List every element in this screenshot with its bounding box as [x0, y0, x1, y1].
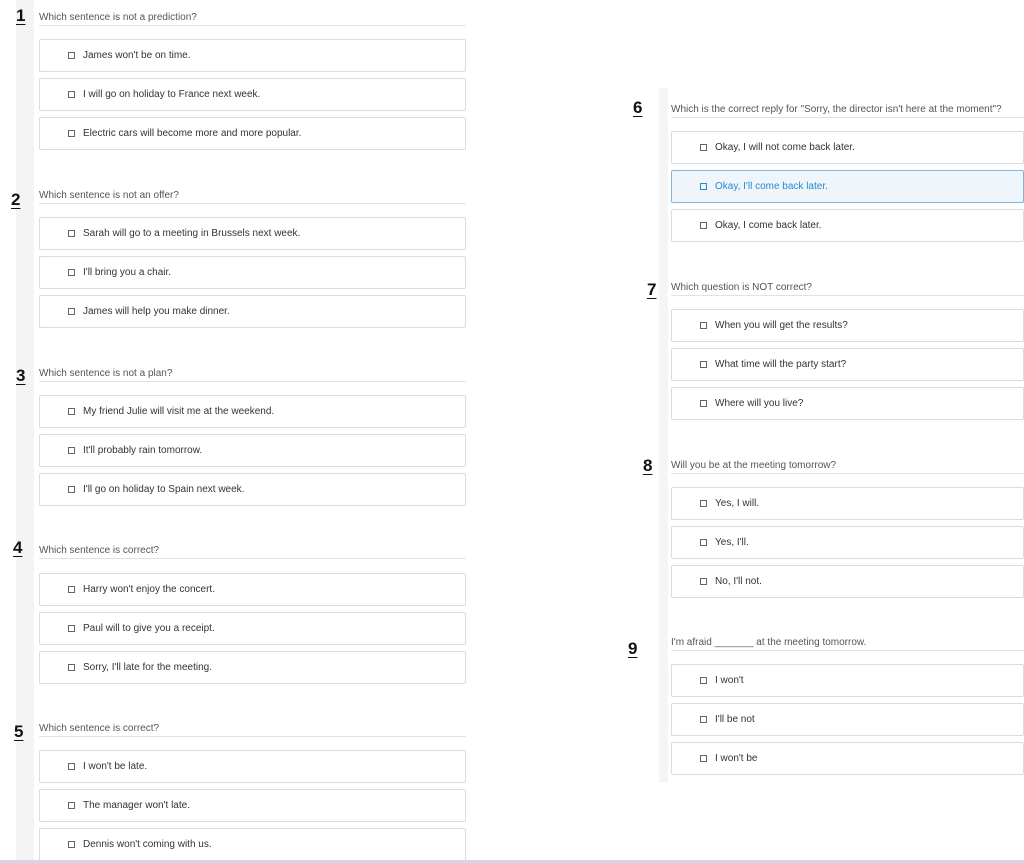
checkbox-icon[interactable]: [68, 763, 75, 770]
option-label: It'll probably rain tomorrow.: [83, 445, 203, 456]
answer-option[interactable]: [39, 78, 466, 111]
checkbox-icon[interactable]: [68, 447, 75, 454]
option-label: Yes, I'll.: [715, 537, 749, 548]
divider: [39, 558, 466, 559]
checkbox-icon[interactable]: [68, 308, 75, 315]
option-label: Paul will to give you a receipt.: [83, 623, 215, 634]
option-label: I'll be not: [715, 714, 755, 725]
checkbox-icon[interactable]: [68, 130, 75, 137]
checkbox-icon[interactable]: [68, 664, 75, 671]
answer-option[interactable]: [39, 256, 466, 289]
checkbox-icon[interactable]: [700, 183, 707, 190]
option-label: Where will you live?: [715, 398, 804, 409]
checkbox-icon[interactable]: [700, 578, 707, 585]
question-number: 4: [13, 538, 23, 557]
answer-option[interactable]: [39, 789, 466, 822]
answer-option[interactable]: [39, 117, 466, 150]
checkbox-icon[interactable]: [700, 400, 707, 407]
checkbox-icon[interactable]: [68, 230, 75, 237]
option-label: Okay, I will not come back later.: [715, 142, 855, 153]
answer-option[interactable]: [671, 348, 1024, 381]
option-label: My friend Julie will visit me at the weekend.: [83, 406, 275, 417]
question-text: Which sentence is not a plan?: [39, 368, 173, 379]
answer-option-selected[interactable]: [671, 170, 1024, 203]
option-label: Okay, I come back later.: [715, 220, 822, 231]
divider: [671, 650, 1024, 651]
divider: [39, 203, 466, 204]
answer-option[interactable]: [39, 39, 466, 72]
question-number: 3: [16, 366, 26, 385]
answer-option[interactable]: [39, 750, 466, 783]
option-label: Sorry, I'll late for the meeting.: [83, 662, 212, 673]
checkbox-icon[interactable]: [68, 586, 75, 593]
checkbox-icon[interactable]: [700, 677, 707, 684]
option-label: Yes, I will.: [715, 498, 760, 509]
divider: [671, 473, 1024, 474]
option-label: Dennis won't coming with us.: [83, 839, 212, 850]
checkbox-icon[interactable]: [700, 755, 707, 762]
option-label: Harry won't enjoy the concert.: [83, 584, 215, 595]
question-number: 6: [633, 98, 643, 117]
checkbox-icon[interactable]: [68, 841, 75, 848]
option-label: James will help you make dinner.: [83, 306, 230, 317]
option-label: I will go on holiday to France next week.: [83, 89, 261, 100]
answer-option[interactable]: [39, 573, 466, 606]
checkbox-icon[interactable]: [68, 52, 75, 59]
answer-option[interactable]: [671, 209, 1024, 242]
question-number: 5: [14, 722, 24, 741]
answer-option[interactable]: [39, 651, 466, 684]
question-text: Which sentence is not a prediction?: [39, 12, 197, 23]
answer-option[interactable]: [39, 295, 466, 328]
answer-option[interactable]: [39, 612, 466, 645]
divider: [671, 117, 1024, 118]
divider: [39, 25, 466, 26]
right-column: [630, 0, 1024, 863]
option-label: I'll bring you a chair.: [83, 267, 172, 278]
option-label: Electric cars will become more and more popular.: [83, 128, 302, 139]
answer-option[interactable]: [671, 487, 1024, 520]
question-number: 8: [643, 456, 653, 475]
checkbox-icon[interactable]: [68, 802, 75, 809]
checkbox-icon[interactable]: [68, 269, 75, 276]
divider: [39, 381, 466, 382]
question-text: I'm afraid _______ at the meeting tomorrow.: [671, 637, 867, 648]
checkbox-icon[interactable]: [700, 539, 707, 546]
option-label: I won't: [715, 675, 744, 686]
option-label: Okay, I'll come back later.: [715, 181, 828, 192]
question-text: Which sentence is not an offer?: [39, 190, 179, 201]
answer-option[interactable]: [671, 664, 1024, 697]
answer-option[interactable]: [671, 526, 1024, 559]
option-label: I'll go on holiday to Spain next week.: [83, 484, 245, 495]
question-text: Which is the correct reply for "Sorry, the director isn't here at the moment"?: [671, 104, 1002, 115]
divider: [671, 295, 1024, 296]
answer-option[interactable]: [671, 309, 1024, 342]
divider: [39, 736, 466, 737]
answer-option[interactable]: [671, 131, 1024, 164]
question-text: Will you be at the meeting tomorrow?: [671, 460, 837, 471]
checkbox-icon[interactable]: [700, 361, 707, 368]
question-number: 9: [628, 639, 638, 658]
checkbox-icon[interactable]: [68, 91, 75, 98]
answer-option[interactable]: [671, 703, 1024, 736]
question-text: Which question is NOT correct?: [671, 282, 812, 293]
question-number: 2: [11, 190, 21, 209]
checkbox-icon[interactable]: [700, 716, 707, 723]
left-column: [0, 0, 470, 863]
checkbox-icon[interactable]: [68, 625, 75, 632]
option-label: James won't be on time.: [83, 50, 191, 61]
answer-option[interactable]: [39, 434, 466, 467]
checkbox-icon[interactable]: [700, 144, 707, 151]
checkbox-icon[interactable]: [700, 500, 707, 507]
question-number: 1: [16, 6, 26, 25]
answer-option[interactable]: [671, 742, 1024, 775]
answer-option[interactable]: [39, 395, 466, 428]
checkbox-icon[interactable]: [700, 222, 707, 229]
answer-option[interactable]: [671, 565, 1024, 598]
answer-option[interactable]: [39, 473, 466, 506]
option-label: The manager won't late.: [83, 800, 190, 811]
option-label: What time will the party start?: [715, 359, 847, 370]
checkbox-icon[interactable]: [68, 408, 75, 415]
answer-option[interactable]: [39, 828, 466, 861]
question-number: 7: [647, 280, 657, 299]
checkbox-icon[interactable]: [700, 322, 707, 329]
checkbox-icon[interactable]: [68, 486, 75, 493]
option-label: No, I'll not.: [715, 576, 762, 587]
option-label: Sarah will go to a meeting in Brussels next week.: [83, 228, 301, 239]
question-text: Which sentence is correct?: [39, 545, 160, 556]
option-label: I won't be: [715, 753, 758, 764]
answer-option[interactable]: [39, 217, 466, 250]
question-text: Which sentence is correct?: [39, 723, 160, 734]
option-label: I won't be late.: [83, 761, 148, 772]
answer-option[interactable]: [671, 387, 1024, 420]
option-label: When you will get the results?: [715, 320, 848, 331]
